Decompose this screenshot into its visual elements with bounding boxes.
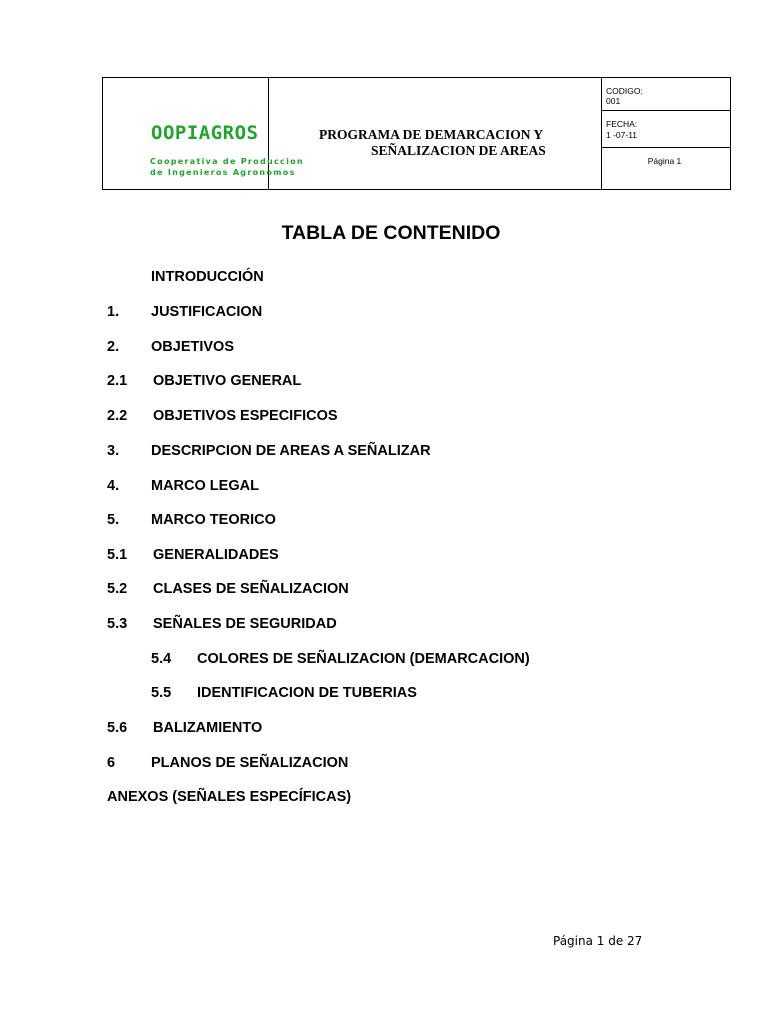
toc-entry-number: 5.5 (151, 685, 172, 701)
toc-entry-number: 2. (107, 339, 120, 355)
document-header (102, 77, 731, 190)
toc-entry-label: MARCO LEGAL (151, 478, 259, 494)
toc-entry-label: OBJETIVO GENERAL (153, 373, 302, 389)
page-cell (602, 148, 731, 189)
page-title: TABLA DE CONTENIDO (281, 222, 501, 244)
logo-subtitle-line-2: de Ingenieros Agronomos (150, 168, 296, 177)
toc-entry-number: 4. (107, 478, 120, 494)
toc-entry-number: 5.2 (107, 581, 128, 597)
toc-entry-number: 6 (107, 755, 116, 771)
toc-entry-number: 2.1 (107, 373, 128, 389)
toc-entry-label: OBJETIVOS ESPECIFICOS (153, 408, 338, 424)
toc-entry-label: MARCO TEORICO (151, 512, 276, 528)
toc-entry-label: ANEXOS (SEÑALES ESPECÍFICAS) (107, 789, 352, 805)
date-cell (602, 111, 731, 148)
toc-entry-number: 5.1 (107, 547, 128, 563)
code-value: 001 (606, 96, 621, 106)
company-logo: OOPIAGROS (151, 122, 259, 144)
toc-entry-label: SEÑALES DE SEGURIDAD (153, 616, 337, 632)
toc-entry-label: BALIZAMIENTO (153, 720, 263, 736)
toc-entry-number: 5. (107, 512, 120, 528)
toc-entry-number: 1. (107, 304, 120, 320)
header-title-line-1: PROGRAMA DE DEMARCACION Y (319, 127, 544, 142)
logo-subtitle-line-1: Cooperativa de Produccion (150, 157, 304, 166)
toc-entry-number: 5.6 (107, 720, 128, 736)
footer-page-number: Página 1 de 27 (553, 934, 643, 948)
toc-entry-label: OBJETIVOS (151, 339, 234, 355)
logo-cell (103, 78, 304, 189)
toc-entry-number: 3. (107, 443, 120, 459)
date-label: FECHA: (606, 119, 638, 129)
toc-entry-number: 5.3 (107, 616, 128, 632)
toc-entry-label: PLANOS DE SEÑALIZACION (151, 755, 349, 771)
code-label: CODIGO: (606, 86, 643, 96)
toc-entry-label: INTRODUCCIÓN (151, 269, 264, 285)
toc-entry-number: 5.4 (151, 651, 172, 667)
toc-entry-label: IDENTIFICACION DE TUBERIAS (197, 685, 417, 701)
toc-entry-label: DESCRIPCION DE AREAS A SEÑALIZAR (151, 443, 431, 459)
code-cell (602, 78, 731, 111)
header-meta-column (601, 78, 731, 189)
header-page-label: Página 1 (647, 156, 682, 166)
toc-entry-label: COLORES DE SEÑALIZACION (DEMARCACION) (197, 651, 530, 667)
toc-entry-label: GENERALIDADES (153, 547, 279, 563)
toc-entry-number: 2.2 (107, 408, 128, 424)
header-title-line-2: SEÑALIZACION DE AREAS (371, 143, 546, 158)
toc-entry-label: CLASES DE SEÑALIZACION (153, 581, 349, 597)
header-title-cell (269, 78, 601, 189)
toc-entry-label: JUSTIFICACION (151, 304, 263, 320)
date-value: 1 -07-11 (606, 130, 638, 140)
